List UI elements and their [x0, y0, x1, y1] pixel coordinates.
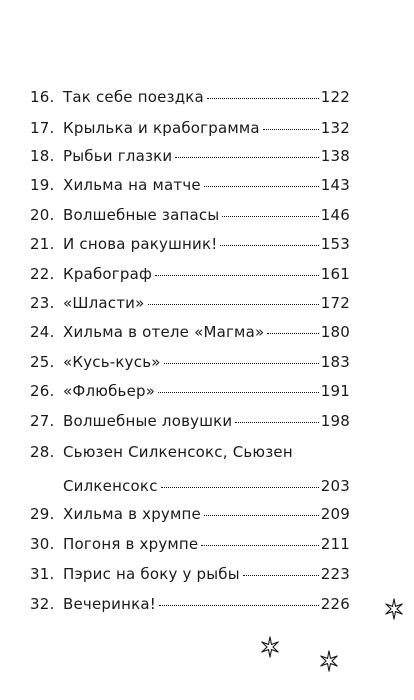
toc-entry-17 — [30, 119, 350, 137]
page-number: 143 — [320, 176, 350, 194]
chapter-title-continued: Силкенсокс — [63, 477, 158, 495]
toc-entry-29 — [30, 505, 350, 523]
dot-leader — [243, 575, 319, 576]
page-number: 146 — [320, 206, 350, 224]
chapter-title: Так себе поездка — [63, 88, 204, 106]
chapter-number: 16. — [30, 88, 55, 106]
page-number: 122 — [320, 88, 350, 106]
page-number: 203 — [320, 477, 350, 495]
page-number: 132 — [320, 119, 350, 137]
chapter-number: 22. — [30, 265, 55, 283]
dot-leader — [220, 245, 318, 246]
chapter-title: Рыбьи глазки — [63, 147, 173, 165]
toc-entry-19 — [30, 176, 350, 194]
dot-leader — [148, 304, 319, 305]
chapter-number: 26. — [30, 382, 55, 400]
chapter-title: Волшебные ловушки — [63, 412, 233, 430]
chapter-number: 23. — [30, 294, 55, 312]
page-number: 172 — [320, 294, 350, 312]
chapter-title: Хильма на матче — [63, 176, 201, 194]
page-number: 209 — [320, 505, 350, 523]
page-number: 223 — [320, 565, 350, 583]
chapter-number: 20. — [30, 206, 55, 224]
toc-entry-30 — [30, 535, 350, 553]
chapter-number: 28. — [30, 443, 55, 461]
dot-leader — [155, 275, 319, 276]
dot-leader — [204, 186, 319, 187]
page-number: 191 — [320, 382, 350, 400]
chapter-title: «Шласти» — [63, 294, 145, 312]
toc-entry-18 — [30, 147, 350, 165]
chapter-title: Крабограф — [63, 265, 153, 283]
chapter-title: Волшебные запасы — [63, 206, 220, 224]
page-number: 153 — [320, 235, 350, 253]
dot-leader — [164, 363, 319, 364]
dot-leader — [161, 487, 319, 488]
page-number: 198 — [320, 412, 350, 430]
page-number: 211 — [320, 535, 350, 553]
dot-leader — [159, 605, 319, 606]
chapter-title: Вечеринка! — [63, 595, 156, 613]
chapter-number: 30. — [30, 535, 55, 553]
dot-leader — [207, 98, 319, 99]
dot-leader — [235, 422, 318, 423]
chapter-title: Хильма в отеле «Магма» — [63, 323, 265, 341]
page-number: 180 — [320, 323, 350, 341]
chapter-title: Хильма в хрумпе — [63, 505, 201, 523]
chapter-title: «Кусь-кусь» — [63, 353, 161, 371]
toc-entry-16 — [30, 88, 350, 106]
chapter-number: 29. — [30, 505, 55, 523]
page-number: 138 — [320, 147, 350, 165]
chapter-number: 17. — [30, 119, 55, 137]
chapter-number: 21. — [30, 235, 55, 253]
toc-entry-27 — [30, 412, 350, 430]
chapter-title: Пэрис на боку у рыбы — [63, 565, 240, 583]
page-number: 161 — [320, 265, 350, 283]
chapter-number: 31. — [30, 565, 55, 583]
chapter-number: 25. — [30, 353, 55, 371]
chapter-number: 19. — [30, 176, 55, 194]
toc-entry-21 — [30, 235, 350, 253]
toc-entry-22 — [30, 265, 350, 283]
toc-entry-32 — [30, 595, 350, 613]
chapter-title: Крылька и крабограмма — [63, 119, 260, 137]
chapter-number: 27. — [30, 412, 55, 430]
page-number: 226 — [320, 595, 350, 613]
toc-entry-25 — [30, 353, 350, 371]
dot-leader — [158, 392, 319, 393]
dot-leader — [263, 129, 319, 130]
toc-entry-24 — [30, 323, 350, 341]
chapter-title: И снова ракушник! — [63, 235, 218, 253]
dot-leader — [175, 157, 318, 158]
chapter-title: Погоня в хрумпе — [63, 535, 199, 553]
toc-entry-20 — [30, 206, 350, 224]
chapter-number: 18. — [30, 147, 55, 165]
dot-leader — [201, 545, 318, 546]
dot-leader — [204, 515, 319, 516]
toc-entry-23 — [30, 294, 350, 312]
chapter-number: 32. — [30, 595, 55, 613]
chapter-number: 24. — [30, 323, 55, 341]
dot-leader — [267, 333, 318, 334]
chapter-title: «Флюбьер» — [63, 382, 156, 400]
toc-entry-26 — [30, 382, 350, 400]
toc-entry-31 — [30, 565, 350, 583]
toc-entry-28 — [30, 443, 350, 495]
chapter-title: Сьюзен Силкенсокс, Сьюзен — [63, 443, 293, 461]
page-number: 183 — [320, 353, 350, 371]
dot-leader — [222, 216, 318, 217]
